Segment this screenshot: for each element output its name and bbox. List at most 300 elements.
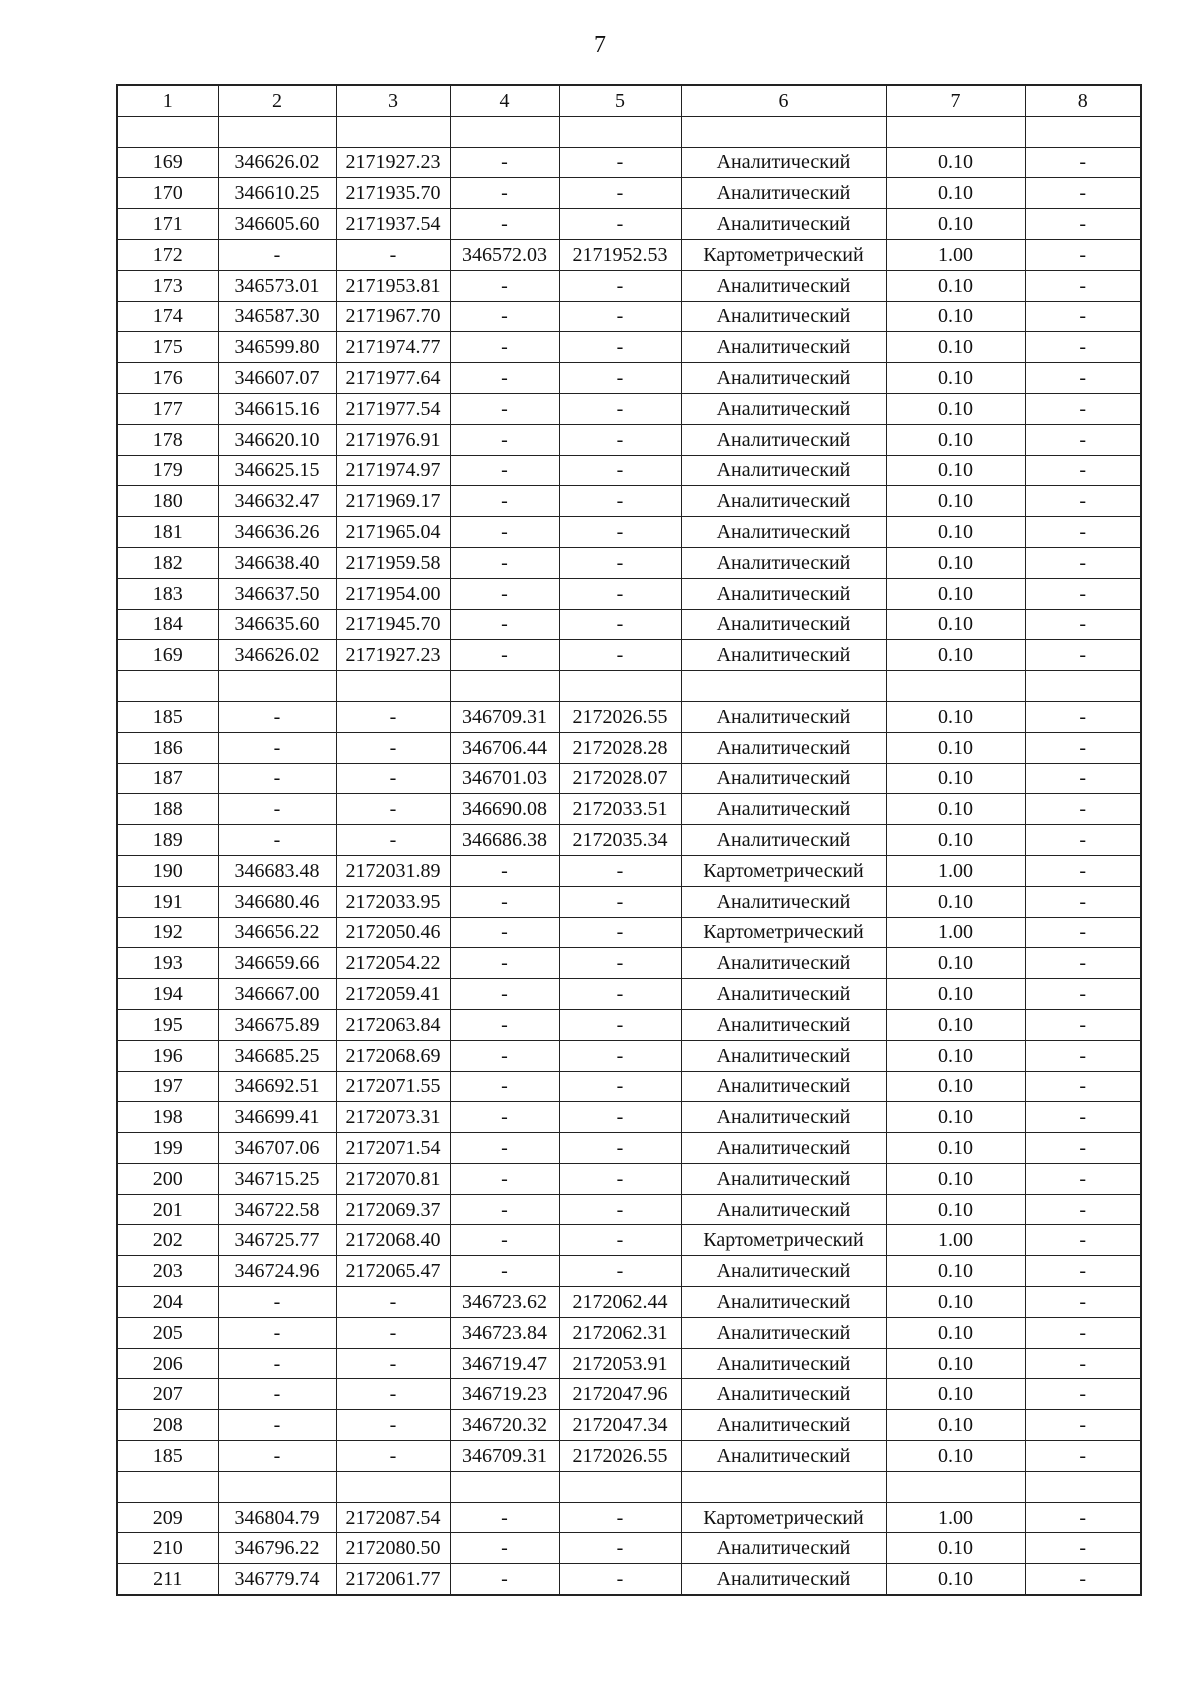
table-cell-col-7: 0.10	[886, 609, 1025, 640]
table-cell-col-2: 346707.06	[218, 1133, 336, 1164]
table-row	[117, 301, 1141, 332]
table-cell-col-1: 203	[117, 1256, 218, 1287]
table-cell-col-4: -	[450, 517, 559, 548]
table-row	[117, 855, 1141, 886]
table-cell-col-8: -	[1025, 1040, 1141, 1071]
table-cell-col-3: 2172068.40	[336, 1225, 450, 1256]
table-cell-col-2: 346804.79	[218, 1502, 336, 1533]
table-cell-col-6: Аналитический	[681, 1009, 886, 1040]
table-cell-col-3: 2171977.54	[336, 393, 450, 424]
table-cell-col-6: Аналитический	[681, 1163, 886, 1194]
table-cell-col-1: 170	[117, 178, 218, 209]
table-row	[117, 1009, 1141, 1040]
table-cell-col-7: 1.00	[886, 1225, 1025, 1256]
table-cell-col-4: -	[450, 547, 559, 578]
header-cell-6: 6	[681, 85, 886, 116]
table-cell-col-7: 0.10	[886, 332, 1025, 363]
coordinates-table	[116, 84, 1142, 1596]
table-cell-col-7: 0.10	[886, 979, 1025, 1010]
table-cell-col-5: 2171952.53	[559, 239, 681, 270]
table-cell-col-4: -	[450, 1163, 559, 1194]
table-cell-col-6: Аналитический	[681, 547, 886, 578]
table-cell-col-6: Аналитический	[681, 178, 886, 209]
table-cell-col-5: -	[559, 517, 681, 548]
table-cell-col-3	[336, 116, 450, 147]
table-row	[117, 917, 1141, 948]
table-cell-col-3: 2172071.55	[336, 1071, 450, 1102]
table-cell-col-1: 174	[117, 301, 218, 332]
table-cell-col-3: 2172070.81	[336, 1163, 450, 1194]
table-cell-col-4: -	[450, 209, 559, 240]
table-row	[117, 455, 1141, 486]
table-cell-col-6: Аналитический	[681, 363, 886, 394]
table-cell-col-2: 346675.89	[218, 1009, 336, 1040]
table-cell-col-2: 346692.51	[218, 1071, 336, 1102]
table-cell-col-5: -	[559, 1071, 681, 1102]
table-cell-col-4: -	[450, 424, 559, 455]
table-cell-col-3: 2171959.58	[336, 547, 450, 578]
table-cell-col-8: -	[1025, 609, 1141, 640]
table-cell-col-7: 0.10	[886, 455, 1025, 486]
table-cell-col-6: Аналитический	[681, 486, 886, 517]
table-cell-col-1: 176	[117, 363, 218, 394]
table-row	[117, 209, 1141, 240]
table-cell-col-4: -	[450, 1256, 559, 1287]
table-cell-col-1: 184	[117, 609, 218, 640]
table-row	[117, 640, 1141, 671]
table-header-row	[117, 85, 1141, 116]
table-row	[117, 1225, 1141, 1256]
table-cell-col-2: 346637.50	[218, 578, 336, 609]
table-cell-col-4: 346706.44	[450, 732, 559, 763]
table-cell-col-3: -	[336, 1410, 450, 1441]
table-cell-col-8	[1025, 116, 1141, 147]
table-cell-col-8: -	[1025, 1009, 1141, 1040]
table-cell-col-1	[117, 1471, 218, 1502]
table-row	[117, 732, 1141, 763]
table-cell-col-5: -	[559, 486, 681, 517]
table-cell-col-8: -	[1025, 332, 1141, 363]
table-cell-col-1	[117, 116, 218, 147]
table-cell-col-6: Аналитический	[681, 640, 886, 671]
table-cell-col-6: Аналитический	[681, 455, 886, 486]
table-cell-col-6: Аналитический	[681, 763, 886, 794]
table-cell-col-8: -	[1025, 1102, 1141, 1133]
table-cell-col-7: 0.10	[886, 1441, 1025, 1472]
table-cell-col-3: 2171954.00	[336, 578, 450, 609]
table-cell-col-6: Картометрический	[681, 239, 886, 270]
table-row	[117, 116, 1141, 147]
table-cell-col-1: 180	[117, 486, 218, 517]
table-cell-col-6: Аналитический	[681, 1441, 886, 1472]
table-cell-col-5	[559, 1471, 681, 1502]
table-cell-col-1: 192	[117, 917, 218, 948]
table-cell-col-4: -	[450, 1533, 559, 1564]
table-cell-col-1: 186	[117, 732, 218, 763]
table-cell-col-2: 346607.07	[218, 363, 336, 394]
table-cell-col-2: -	[218, 1348, 336, 1379]
table-row	[117, 1194, 1141, 1225]
table-cell-col-4	[450, 671, 559, 702]
table-row	[117, 763, 1141, 794]
table-cell-col-2: 346599.80	[218, 332, 336, 363]
table-cell-col-3: 2171927.23	[336, 640, 450, 671]
table-cell-col-8: -	[1025, 1502, 1141, 1533]
table-cell-col-4: -	[450, 1564, 559, 1595]
table-cell-col-7: 0.10	[886, 486, 1025, 517]
table-cell-col-2: 346573.01	[218, 270, 336, 301]
table-cell-col-8: -	[1025, 1287, 1141, 1318]
table-cell-col-1: 172	[117, 239, 218, 270]
table-cell-col-7: 0.10	[886, 763, 1025, 794]
table-cell-col-8: -	[1025, 1071, 1141, 1102]
table-cell-col-1: 196	[117, 1040, 218, 1071]
table-cell-col-8: -	[1025, 1225, 1141, 1256]
table-cell-col-8: -	[1025, 825, 1141, 856]
table-cell-col-7: 0.10	[886, 1133, 1025, 1164]
table-row	[117, 1564, 1141, 1595]
table-cell-col-1: 202	[117, 1225, 218, 1256]
table-cell-col-6: Аналитический	[681, 1256, 886, 1287]
table-row	[117, 1071, 1141, 1102]
table-cell-col-2: -	[218, 732, 336, 763]
table-cell-col-1: 206	[117, 1348, 218, 1379]
table-cell-col-7: 0.10	[886, 1256, 1025, 1287]
table-cell-col-7	[886, 671, 1025, 702]
table-cell-col-8: -	[1025, 979, 1141, 1010]
table-cell-col-5: 2172035.34	[559, 825, 681, 856]
table-cell-col-3: -	[336, 1287, 450, 1318]
table-cell-col-3: 2172071.54	[336, 1133, 450, 1164]
table-cell-col-5: -	[559, 1009, 681, 1040]
table-cell-col-2	[218, 671, 336, 702]
table-row	[117, 1379, 1141, 1410]
table-cell-col-2: 346680.46	[218, 886, 336, 917]
table-cell-col-1: 194	[117, 979, 218, 1010]
table-cell-col-2: 346638.40	[218, 547, 336, 578]
table-cell-col-6: Аналитический	[681, 979, 886, 1010]
table-cell-col-6: Аналитический	[681, 332, 886, 363]
table-cell-col-2: -	[218, 763, 336, 794]
table-row	[117, 886, 1141, 917]
table-cell-col-5: -	[559, 209, 681, 240]
table-cell-col-7: 1.00	[886, 855, 1025, 886]
table-cell-col-4: 346719.47	[450, 1348, 559, 1379]
table-cell-col-1: 200	[117, 1163, 218, 1194]
table-cell-col-3: 2171967.70	[336, 301, 450, 332]
table-row	[117, 178, 1141, 209]
table-row	[117, 1133, 1141, 1164]
table-cell-col-2: 346587.30	[218, 301, 336, 332]
table-cell-col-3: -	[336, 1441, 450, 1472]
table-cell-col-4: -	[450, 178, 559, 209]
table-cell-col-3: 2172061.77	[336, 1564, 450, 1595]
table-cell-col-1: 199	[117, 1133, 218, 1164]
table-cell-col-4: 346723.62	[450, 1287, 559, 1318]
table-cell-col-6: Аналитический	[681, 1317, 886, 1348]
table-cell-col-5: -	[559, 1040, 681, 1071]
table-row	[117, 1533, 1141, 1564]
table-row	[117, 517, 1141, 548]
table-cell-col-3: 2171974.97	[336, 455, 450, 486]
table-cell-col-4: -	[450, 301, 559, 332]
table-cell-col-4: -	[450, 917, 559, 948]
table-cell-col-4: -	[450, 363, 559, 394]
table-cell-col-7: 0.10	[886, 701, 1025, 732]
table-cell-col-5: -	[559, 301, 681, 332]
table-cell-col-2: -	[218, 1410, 336, 1441]
table-cell-col-7: 0.10	[886, 547, 1025, 578]
table-cell-col-7: 0.10	[886, 1379, 1025, 1410]
table-cell-col-6: Аналитический	[681, 825, 886, 856]
table-cell-col-1: 198	[117, 1102, 218, 1133]
table-cell-col-6	[681, 116, 886, 147]
table-cell-col-2: -	[218, 701, 336, 732]
table-cell-col-5	[559, 671, 681, 702]
table-cell-col-6: Аналитический	[681, 209, 886, 240]
table-cell-col-4: -	[450, 1102, 559, 1133]
table-cell-col-1: 185	[117, 701, 218, 732]
table-cell-col-7: 1.00	[886, 1502, 1025, 1533]
table-cell-col-3: 2171945.70	[336, 609, 450, 640]
table-cell-col-4: -	[450, 270, 559, 301]
table-cell-col-2: 346699.41	[218, 1102, 336, 1133]
table-cell-col-6: Аналитический	[681, 609, 886, 640]
table-row	[117, 1163, 1141, 1194]
table-cell-col-5: -	[559, 424, 681, 455]
table-cell-col-1: 207	[117, 1379, 218, 1410]
table-cell-col-5: -	[559, 332, 681, 363]
table-cell-col-7: 0.10	[886, 1194, 1025, 1225]
table-cell-col-6: Аналитический	[681, 1102, 886, 1133]
table-cell-col-1: 179	[117, 455, 218, 486]
table-cell-col-7: 0.10	[886, 517, 1025, 548]
table-cell-col-7	[886, 1471, 1025, 1502]
table-row	[117, 794, 1141, 825]
table-cell-col-3: 2171937.54	[336, 209, 450, 240]
table-cell-col-2: 346724.96	[218, 1256, 336, 1287]
table-cell-col-2: 346610.25	[218, 178, 336, 209]
table-cell-col-5: -	[559, 886, 681, 917]
table-cell-col-6: Аналитический	[681, 701, 886, 732]
table-cell-col-8: -	[1025, 1379, 1141, 1410]
table-cell-col-2: 346635.60	[218, 609, 336, 640]
table-cell-col-3: 2172065.47	[336, 1256, 450, 1287]
table-cell-col-2: 346625.15	[218, 455, 336, 486]
table-cell-col-5: 2172026.55	[559, 701, 681, 732]
table-cell-col-3: 2172033.95	[336, 886, 450, 917]
table-cell-col-3: 2172054.22	[336, 948, 450, 979]
table-cell-col-4: -	[450, 640, 559, 671]
table-cell-col-6	[681, 671, 886, 702]
table-row	[117, 332, 1141, 363]
table-row	[117, 363, 1141, 394]
table-cell-col-3: 2171976.91	[336, 424, 450, 455]
table-cell-col-5: 2172047.96	[559, 1379, 681, 1410]
table-cell-col-7: 0.10	[886, 1564, 1025, 1595]
table-cell-col-2	[218, 1471, 336, 1502]
table-cell-col-4: 346719.23	[450, 1379, 559, 1410]
table-cell-col-3: -	[336, 701, 450, 732]
table-row	[117, 701, 1141, 732]
table-cell-col-1: 189	[117, 825, 218, 856]
table-cell-col-3: 2172080.50	[336, 1533, 450, 1564]
table-cell-col-4: 346690.08	[450, 794, 559, 825]
table-cell-col-3: 2172073.31	[336, 1102, 450, 1133]
table-cell-col-3	[336, 671, 450, 702]
table-cell-col-3: 2172063.84	[336, 1009, 450, 1040]
table-cell-col-5: -	[559, 1564, 681, 1595]
table-row	[117, 979, 1141, 1010]
table-cell-col-1: 197	[117, 1071, 218, 1102]
table-cell-col-6: Аналитический	[681, 1410, 886, 1441]
table-cell-col-3: 2171965.04	[336, 517, 450, 548]
table-cell-col-7: 0.10	[886, 948, 1025, 979]
table-cell-col-8: -	[1025, 855, 1141, 886]
table-cell-col-4: -	[450, 855, 559, 886]
table-cell-col-5	[559, 116, 681, 147]
table-cell-col-6: Картометрический	[681, 1225, 886, 1256]
table-cell-col-5: -	[559, 393, 681, 424]
table-cell-col-6: Аналитический	[681, 1071, 886, 1102]
table-row	[117, 1256, 1141, 1287]
table-cell-col-2: 346659.66	[218, 948, 336, 979]
table-cell-col-8: -	[1025, 393, 1141, 424]
table-cell-col-5: -	[559, 1533, 681, 1564]
table-cell-col-6: Аналитический	[681, 948, 886, 979]
table-row	[117, 1471, 1141, 1502]
table-cell-col-3: 2171953.81	[336, 270, 450, 301]
table-cell-col-6: Картометрический	[681, 1502, 886, 1533]
table-cell-col-4: 346709.31	[450, 1441, 559, 1472]
header-cell-3: 3	[336, 85, 450, 116]
table-cell-col-8: -	[1025, 1256, 1141, 1287]
table-cell-col-8: -	[1025, 1133, 1141, 1164]
table-cell-col-7: 0.10	[886, 1071, 1025, 1102]
table-cell-col-5: -	[559, 1194, 681, 1225]
table-cell-col-1: 185	[117, 1441, 218, 1472]
table-cell-col-8: -	[1025, 424, 1141, 455]
table-row	[117, 1441, 1141, 1472]
table-cell-col-5: -	[559, 1133, 681, 1164]
table-cell-col-8: -	[1025, 917, 1141, 948]
table-cell-col-5: -	[559, 640, 681, 671]
page-number: 7	[594, 32, 606, 58]
table-row	[117, 547, 1141, 578]
table-cell-col-7: 1.00	[886, 239, 1025, 270]
table-row	[117, 424, 1141, 455]
table-cell-col-1: 210	[117, 1533, 218, 1564]
table-cell-col-2: 346779.74	[218, 1564, 336, 1595]
table-cell-col-3: -	[336, 1348, 450, 1379]
table-cell-col-5: -	[559, 609, 681, 640]
table-cell-col-3: 2171927.23	[336, 147, 450, 178]
table-cell-col-4	[450, 1471, 559, 1502]
table-cell-col-7: 0.10	[886, 1533, 1025, 1564]
table-cell-col-2: -	[218, 1379, 336, 1410]
table-row	[117, 1287, 1141, 1318]
table-cell-col-2: 346605.60	[218, 209, 336, 240]
table-cell-col-8: -	[1025, 486, 1141, 517]
table-cell-col-8: -	[1025, 147, 1141, 178]
table-cell-col-2: -	[218, 1317, 336, 1348]
table-cell-col-1: 204	[117, 1287, 218, 1318]
table-cell-col-6: Аналитический	[681, 1040, 886, 1071]
table-cell-col-6: Аналитический	[681, 1564, 886, 1595]
table-cell-col-2: -	[218, 239, 336, 270]
table-cell-col-4: -	[450, 1194, 559, 1225]
table-row	[117, 609, 1141, 640]
table-row	[117, 270, 1141, 301]
table-cell-col-3: 2171935.70	[336, 178, 450, 209]
table-cell-col-4: 346723.84	[450, 1317, 559, 1348]
table-row	[117, 1348, 1141, 1379]
table-row	[117, 825, 1141, 856]
table-cell-col-1: 191	[117, 886, 218, 917]
table-cell-col-7: 0.10	[886, 270, 1025, 301]
table-cell-col-4: -	[450, 1040, 559, 1071]
table-cell-col-5: -	[559, 578, 681, 609]
table-cell-col-4: -	[450, 455, 559, 486]
table-cell-col-4: -	[450, 486, 559, 517]
table-cell-col-5: -	[559, 917, 681, 948]
table-cell-col-3: -	[336, 239, 450, 270]
table-cell-col-2: 346796.22	[218, 1533, 336, 1564]
table-cell-col-8: -	[1025, 547, 1141, 578]
table-cell-col-5: 2172053.91	[559, 1348, 681, 1379]
table-cell-col-6: Картометрический	[681, 917, 886, 948]
header-cell-4: 4	[450, 85, 559, 116]
table-cell-col-6: Аналитический	[681, 270, 886, 301]
table-cell-col-5: -	[559, 178, 681, 209]
table-cell-col-2: 346632.47	[218, 486, 336, 517]
table-cell-col-5: -	[559, 147, 681, 178]
table-cell-col-3: -	[336, 825, 450, 856]
table-cell-col-4: -	[450, 886, 559, 917]
table-cell-col-8: -	[1025, 763, 1141, 794]
table-cell-col-5: 2172062.44	[559, 1287, 681, 1318]
table-body	[117, 116, 1141, 1595]
table-cell-col-8: -	[1025, 1564, 1141, 1595]
header-cell-5: 5	[559, 85, 681, 116]
header-cell-8: 8	[1025, 85, 1141, 116]
table-cell-col-7: 0.10	[886, 1287, 1025, 1318]
table-cell-col-7: 0.10	[886, 794, 1025, 825]
table-cell-col-8: -	[1025, 732, 1141, 763]
table-cell-col-4: -	[450, 1071, 559, 1102]
table-cell-col-4: -	[450, 147, 559, 178]
table-cell-col-2: -	[218, 794, 336, 825]
table-cell-col-7: 0.10	[886, 424, 1025, 455]
table-cell-col-8: -	[1025, 886, 1141, 917]
table-cell-col-1	[117, 671, 218, 702]
table-cell-col-7: 0.10	[886, 301, 1025, 332]
table-cell-col-5: -	[559, 979, 681, 1010]
table-cell-col-4: -	[450, 948, 559, 979]
table-cell-col-4: -	[450, 332, 559, 363]
table-cell-col-2: 346715.25	[218, 1163, 336, 1194]
table-row	[117, 393, 1141, 424]
table-cell-col-8: -	[1025, 455, 1141, 486]
table-cell-col-5: 2172047.34	[559, 1410, 681, 1441]
table-cell-col-2: 346656.22	[218, 917, 336, 948]
table-row	[117, 948, 1141, 979]
table-cell-col-5: 2172026.55	[559, 1441, 681, 1472]
table-cell-col-2: 346725.77	[218, 1225, 336, 1256]
table-cell-col-8: -	[1025, 948, 1141, 979]
table-cell-col-8: -	[1025, 578, 1141, 609]
header-cell-1: 1	[117, 85, 218, 116]
